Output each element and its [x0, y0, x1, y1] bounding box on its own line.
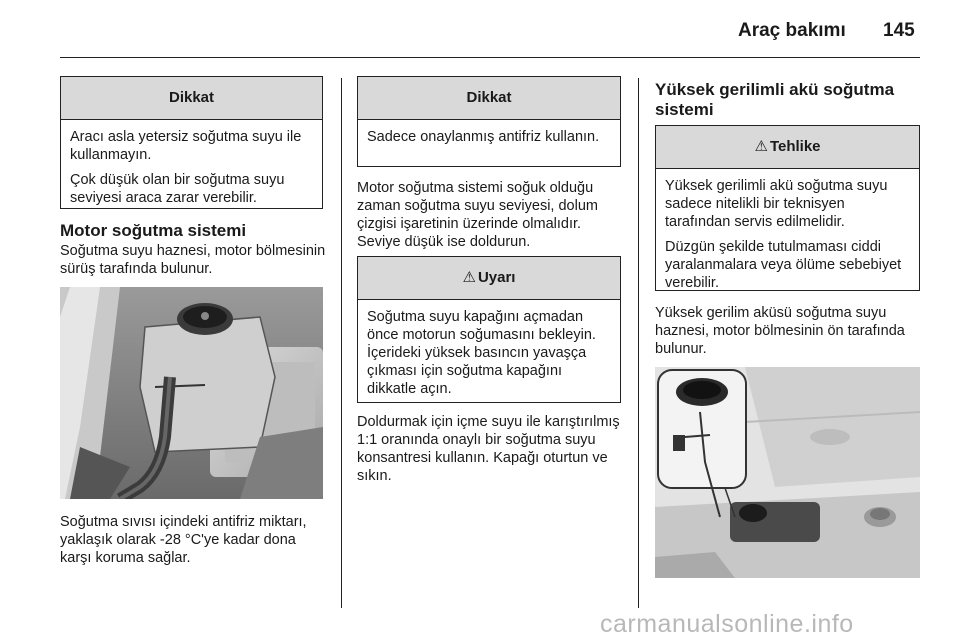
column-divider-right: [638, 78, 639, 608]
column-divider-left: [341, 78, 342, 608]
danger-paragraph: Yüksek gerilimli akü soğutma suyu sadece nitelikli bir teknisyen tarafından servis edilmelidir.: [665, 178, 888, 230]
coolant-level-text: Motor soğutma sistemi soğuk olduğu zaman soğutma suyu seviyesi, dolum çizgisi işaretinin üzerinde olmalıdır. Seviye düşük ise doldurun.: [357, 180, 598, 250]
danger-box: [655, 125, 920, 291]
warning-box: [357, 256, 621, 403]
caution-paragraph: Sadece onaylanmış antifriz kullanın.: [367, 129, 600, 145]
warning-box-title: Uyarı: [477, 269, 516, 286]
running-header-title: Araç bakımı: [738, 20, 846, 41]
danger-paragraph: Düzgün şekilde tutulmaması ciddi yaralanmalara veya ölüme sebebiyet verebilir.: [665, 239, 902, 291]
section-heading-hv-battery-cooling: Yüksek gerilimli akü soğutma sistemi: [655, 80, 895, 119]
caution-box-title: Dikkat: [61, 77, 322, 120]
header-rule: [60, 57, 920, 58]
caution-box-left: [60, 76, 323, 209]
page-number: 145: [883, 20, 915, 41]
warning-box-header: [358, 257, 620, 300]
hv-reservoir-location-text: Yüksek gerilim aküsü soğutma suyu haznesi, motor bölmesinin ön tarafında bulunur.: [655, 305, 905, 357]
caution-box-middle: [357, 76, 621, 167]
caution-paragraph: Aracı asla yetersiz soğutma suyu ile kullanmayın.: [70, 129, 302, 163]
refill-instructions-text: Doldurmak için içme suyu ile karıştırılmış 1:1 oranında onaylı bir soğutma suyu konsantresi kullanın. Kapağı oturtun ve sıkın.: [357, 414, 620, 484]
coolant-reservoir-photo: [60, 287, 323, 499]
intro-text: Soğutma suyu haznesi, motor bölmesinin sürüş tarafında bulunur.: [60, 243, 326, 277]
warning-triangle-icon: ⚠: [754, 138, 768, 155]
watermark: carmanualsonline.info: [600, 610, 854, 638]
caution-paragraph: Çok düşük olan bir soğutma suyu seviyesi araca zarar verebilir.: [70, 172, 285, 206]
section-heading-engine-cooling: Motor soğutma sistemi: [60, 221, 247, 240]
antifreeze-text: Soğutma sıvısı içindeki antifriz miktarı, yaklaşık olarak -28 °C'ye kadar dona karşı koruma sağlar.: [60, 514, 307, 566]
danger-box-header: [656, 126, 919, 169]
warning-paragraph: Soğutma suyu kapağını açmadan önce motorun soğumasını bekleyin. İçerideki yüksek basıncın yavaşça çıkması için soğutma kapağını dikkatle açın.: [367, 309, 596, 397]
warning-triangle-icon: ⚠: [462, 269, 476, 286]
hv-battery-coolant-photo: [655, 367, 920, 578]
caution-box-title: Dikkat: [358, 77, 620, 120]
danger-box-title: Tehlike: [769, 138, 821, 155]
